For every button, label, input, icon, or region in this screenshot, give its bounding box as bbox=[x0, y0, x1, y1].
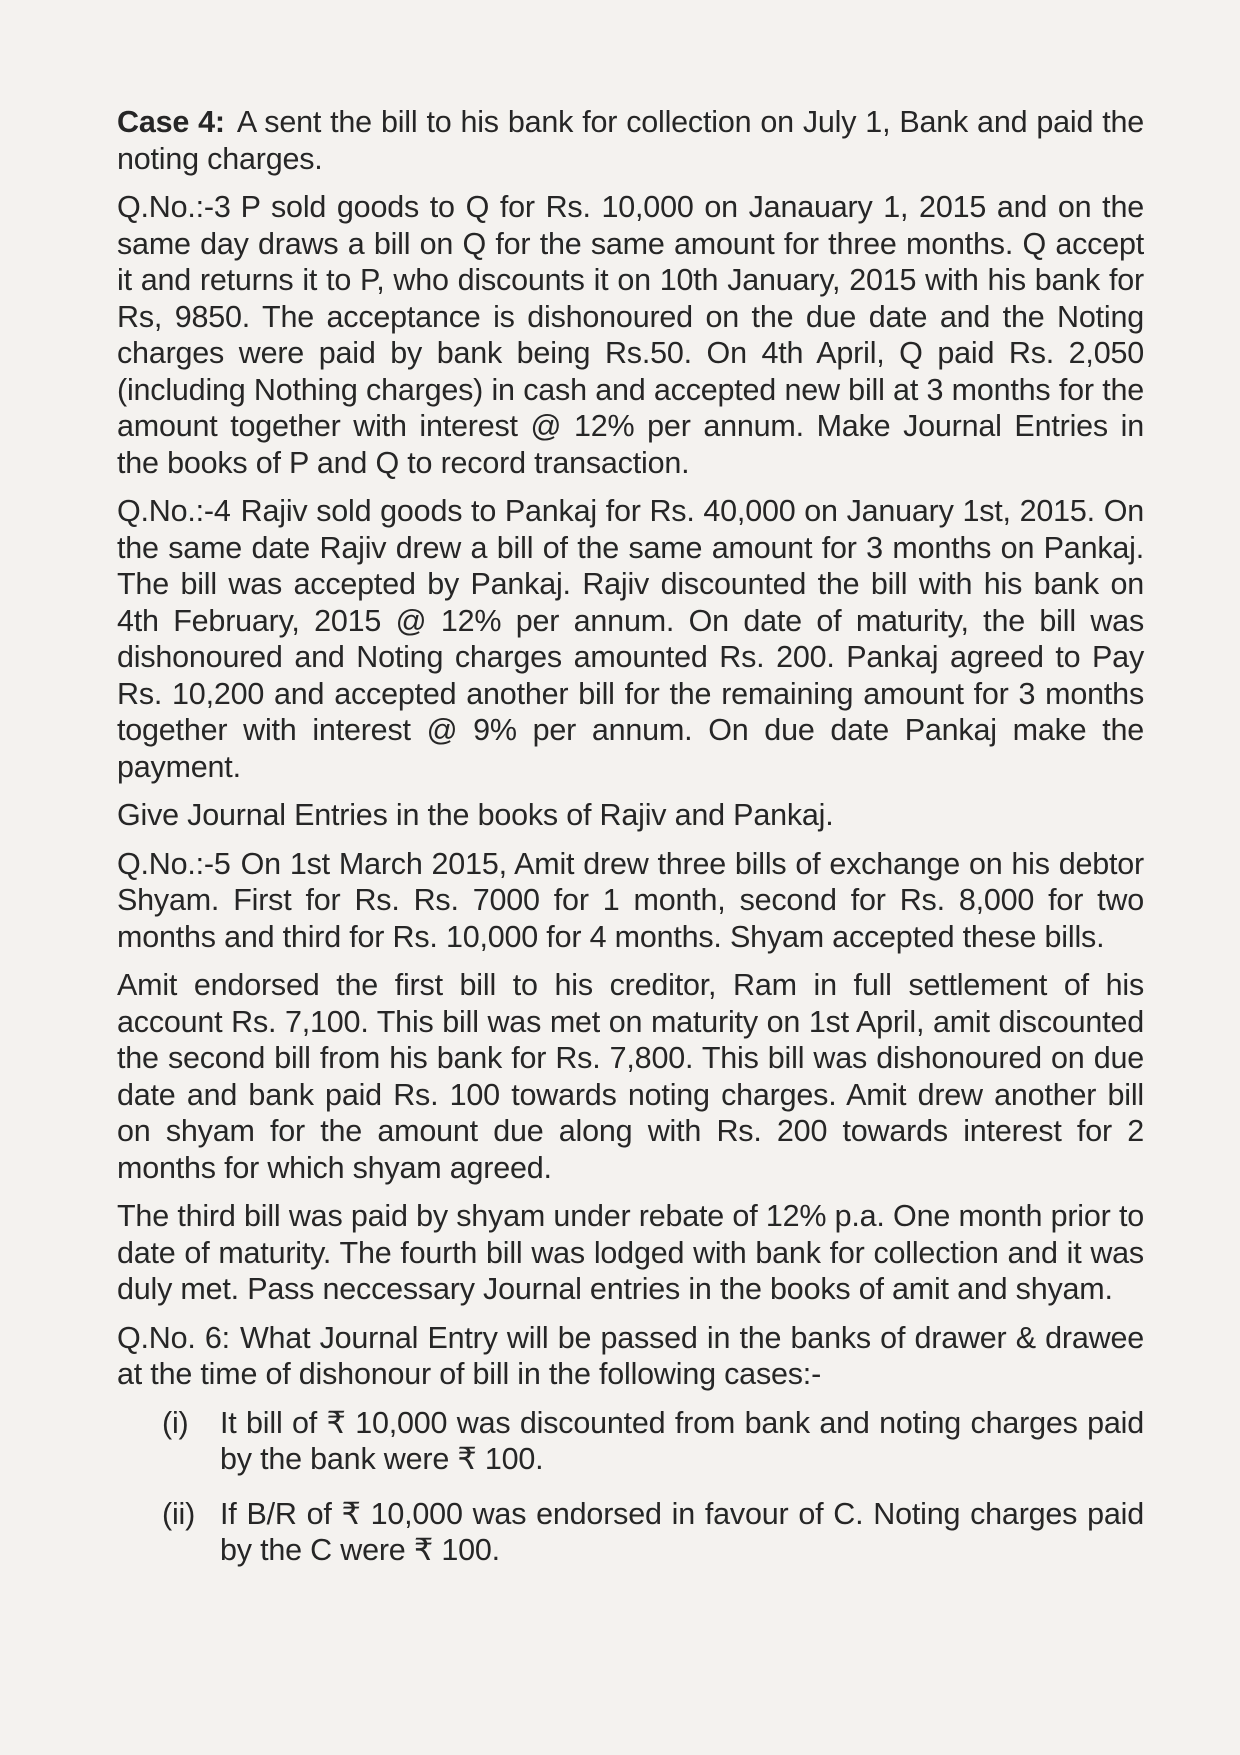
case-number: (ii) bbox=[162, 1496, 196, 1531]
question-6-paragraph bbox=[117, 1320, 1144, 1393]
question-4-paragraph bbox=[117, 493, 1144, 785]
case-4-label: Case 4: bbox=[117, 105, 225, 139]
case-text: If B/R of ₹ 10,000 was endorsed in favour of C. Noting charges paid by the C were ₹ 100. bbox=[220, 1496, 1144, 1567]
case-4-paragraph bbox=[117, 104, 1144, 177]
question-5-paragraph-2: Amit endorsed the first bill to his creditor, Ram in full settlement of his account Rs. 7,100. This bill was met on maturity on 1st April, amit discounted the second bill from his bank for Rs. 7,800. This bill was dishonoured on due date and bank paid Rs. 100 towards noting charges. Amit drew another bill on shyam for the amount due along with Rs. 200 towards interest for 2 months for which shyam agreed. bbox=[117, 968, 1144, 1185]
question-5-label: Q.No.:-5 bbox=[117, 846, 231, 881]
case-4-text: A sent the bill to his bank for collection on July 1, Bank and paid the noting charges. bbox=[117, 105, 1145, 176]
question-3-label: Q.No.:-3 bbox=[117, 190, 231, 224]
question-4-label: Q.No.:-4 bbox=[117, 494, 231, 528]
question-6-label: Q.No. 6: bbox=[117, 1320, 230, 1355]
question-5-paragraph bbox=[117, 846, 1144, 956]
question-3-paragraph bbox=[117, 189, 1144, 481]
case-number: (i) bbox=[162, 1405, 189, 1440]
case-text: It bill of ₹ 10,000 was discounted from bank and noting charges paid by the bank were ₹ 100. bbox=[220, 1405, 1144, 1476]
question-5-text: On 1st March 2015, Amit drew three bills of exchange on his debtor Shyam. First for Rs. Rs. 7000 for 1 month, second for Rs. 8,000 for two months and third for Rs. 10,000 for 4 months. Shyam accepted these bills. bbox=[117, 846, 1144, 954]
question-5-paragraph-3: The third bill was paid by shyam under rebate of 12% p.a. One month prior to date of maturity. The fourth bill was lodged with bank for collection and it was duly met. Pass neccessary Journal entries in the books of amit and shyam. bbox=[117, 1199, 1144, 1306]
list-item bbox=[117, 1496, 1144, 1569]
question-6-text: What Journal Entry will be passed in the banks of drawer & drawee at the time of dishonour of bill in the following cases:- bbox=[117, 1320, 1144, 1391]
question-3-text: P sold goods to Q for Rs. 10,000 on Janauary 1, 2015 and on the same day draws a bill on Q for the same amount for three months. Q accept it and returns it to P, who discounts it on 10th January, 2015 with his bank for Rs, 9850. The acceptance is dishonoured on the due date and the Noting charges were paid by bank being Rs.50. On 4th April, Q paid Rs. 2,050 (including Nothing charges) in cash and accepted new bill at 3 months for the amount together with interest @ 12% per annum. Make Journal Entries in the books of P and Q to record transaction. bbox=[117, 190, 1144, 480]
list-item bbox=[117, 1405, 1144, 1478]
question-4-followup: Give Journal Entries in the books of Rajiv and Pankaj. bbox=[117, 798, 834, 832]
question-4-text: Rajiv sold goods to Pankaj for Rs. 40,000 on January 1st, 2015. On the same date Rajiv drew a bill of the same amount for 3 months on Pankaj. The bill was accepted by Pankaj. Rajiv discounted the bill with his bank on 4th February, 2015 @ 12% per annum. On date of maturity, the bill was dishonoured and Noting charges amounted Rs. 200. Pankaj agreed to Pay Rs. 10,200 and accepted another bill for the remaining amount for 3 months together with interest @ 9% per annum. On due date Pankaj make the payment. bbox=[117, 494, 1144, 784]
question-6-cases bbox=[117, 1405, 1144, 1569]
